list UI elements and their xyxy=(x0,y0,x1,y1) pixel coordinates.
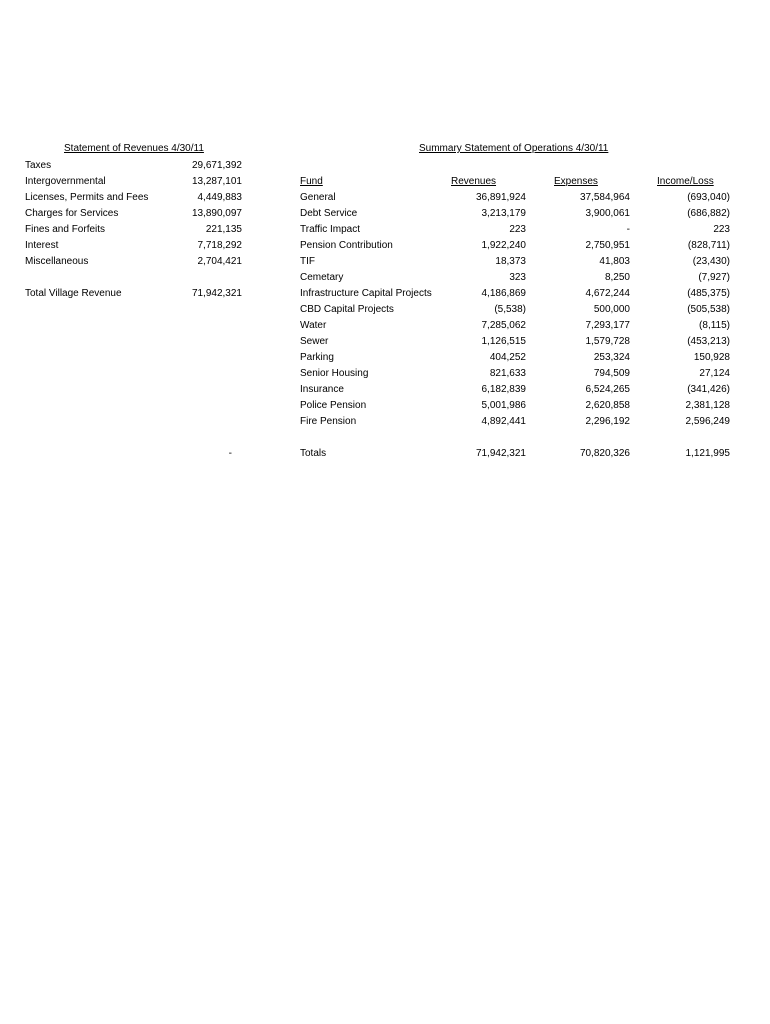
fund-income-loss: (693,040) xyxy=(687,192,730,203)
header-expenses: Expenses xyxy=(554,176,598,187)
revenue-label: Interest xyxy=(25,240,59,251)
fund-expenses: 7,293,177 xyxy=(585,320,630,331)
fund-expenses: 4,672,244 xyxy=(585,288,630,299)
fund-revenues: 223 xyxy=(509,224,526,235)
fund-name: CBD Capital Projects xyxy=(300,304,394,315)
revenue-label: Fines and Forfeits xyxy=(25,224,106,235)
revenue-value: 13,287,101 xyxy=(191,176,242,187)
fund-name: Debt Service xyxy=(300,208,358,219)
revenue-label: Charges for Services xyxy=(25,208,119,219)
revenue-value: 2,704,421 xyxy=(197,256,242,267)
fund-income-loss: (7,927) xyxy=(698,272,730,283)
header-income-loss: Income/Loss xyxy=(657,176,714,187)
fund-revenues: 404,252 xyxy=(489,352,526,363)
fund-name: General xyxy=(300,192,336,203)
fund-income-loss: (23,430) xyxy=(692,256,730,267)
revenue-label: Taxes xyxy=(25,160,52,171)
revenue-value: 13,890,097 xyxy=(191,208,242,219)
fund-income-loss: (828,711) xyxy=(687,240,730,251)
revenue-label: Licenses, Permits and Fees xyxy=(25,192,149,203)
fund-income-loss: 2,596,249 xyxy=(685,416,730,427)
fund-revenues: 1,126,515 xyxy=(481,336,526,347)
fund-expenses: 1,579,728 xyxy=(585,336,630,347)
revenues-total-label: Total Village Revenue xyxy=(25,288,122,299)
revenues-title: Statement of Revenues 4/30/11 xyxy=(64,143,204,154)
fund-income-loss: (505,538) xyxy=(687,304,730,315)
fund-row xyxy=(0,222,770,238)
fund-revenues: 36,891,924 xyxy=(475,192,526,203)
fund-revenues: 18,373 xyxy=(495,256,526,267)
revenues-total-value: 71,942,321 xyxy=(191,288,242,299)
fund-expenses: 6,524,265 xyxy=(585,384,630,395)
fund-income-loss: (341,426) xyxy=(687,384,730,395)
fund-expenses: 2,620,858 xyxy=(585,400,630,411)
fund-expenses: 500,000 xyxy=(593,304,630,315)
fund-row xyxy=(0,254,770,270)
fund-income-loss: (8,115) xyxy=(699,320,730,331)
fund-name: Insurance xyxy=(300,384,344,395)
totals-expenses: 70,820,326 xyxy=(579,448,630,459)
fund-name: Senior Housing xyxy=(300,368,369,379)
revenue-row xyxy=(0,158,242,174)
fund-row xyxy=(0,190,770,206)
fund-revenues: 4,186,869 xyxy=(481,288,526,299)
fund-income-loss: 223 xyxy=(713,224,730,235)
fund-revenues: 821,633 xyxy=(489,368,526,379)
fund-expenses: 2,296,192 xyxy=(585,416,630,427)
fund-income-loss: (453,213) xyxy=(687,336,730,347)
fund-row xyxy=(0,318,770,334)
fund-row xyxy=(0,350,770,366)
operations-title: Summary Statement of Operations 4/30/11 xyxy=(419,143,609,154)
revenue-value: 4,449,883 xyxy=(197,192,242,203)
fund-row xyxy=(0,206,770,222)
fund-name: Parking xyxy=(300,352,334,363)
fund-row xyxy=(0,238,770,254)
totals-revenues: 71,942,321 xyxy=(475,448,526,459)
revenue-value: 29,671,392 xyxy=(191,160,242,171)
revenue-value: 221,135 xyxy=(205,224,242,235)
fund-revenues: 4,892,441 xyxy=(481,416,526,427)
fund-income-loss: 150,928 xyxy=(693,352,730,363)
header-fund: Fund xyxy=(300,176,323,187)
fund-expenses: 41,803 xyxy=(599,256,630,267)
fund-name: Pension Contribution xyxy=(300,240,393,251)
fund-row xyxy=(0,382,770,398)
fund-name: TIF xyxy=(300,256,315,267)
fund-expenses: 8,250 xyxy=(604,272,630,283)
fund-row xyxy=(0,366,770,382)
fund-row xyxy=(0,270,770,286)
fund-revenues: 5,001,986 xyxy=(481,400,526,411)
fund-revenues: 323 xyxy=(509,272,526,283)
fund-expenses: - xyxy=(626,224,630,235)
fund-row xyxy=(0,414,770,430)
fund-name: Infrastructure Capital Projects xyxy=(300,288,432,299)
fund-income-loss: 27,124 xyxy=(699,368,730,379)
revenues-dash: - xyxy=(228,448,232,459)
fund-name: Police Pension xyxy=(300,400,367,411)
operations-header-row xyxy=(0,174,770,190)
fund-revenues: 3,213,179 xyxy=(481,208,526,219)
fund-income-loss: (485,375) xyxy=(687,288,730,299)
fund-expenses: 253,324 xyxy=(593,352,630,363)
fund-expenses: 3,900,061 xyxy=(585,208,630,219)
fund-row xyxy=(0,334,770,350)
fund-row xyxy=(0,398,770,414)
fund-expenses: 2,750,951 xyxy=(585,240,630,251)
fund-expenses: 37,584,964 xyxy=(579,192,630,203)
fund-expenses: 794,509 xyxy=(593,368,630,379)
header-revenues: Revenues xyxy=(451,176,497,187)
revenue-label: Miscellaneous xyxy=(25,256,89,267)
fund-name: Traffic Impact xyxy=(300,224,361,235)
totals-income-loss: 1,121,995 xyxy=(685,448,730,459)
fund-revenues: 6,182,839 xyxy=(481,384,526,395)
fund-revenues: (5,538) xyxy=(494,304,526,315)
revenue-value: 7,718,292 xyxy=(197,240,242,251)
totals-label: Totals xyxy=(300,448,327,459)
fund-name: Sewer xyxy=(300,336,329,347)
revenue-label: Intergovernmental xyxy=(25,176,106,187)
fund-name: Fire Pension xyxy=(300,416,357,427)
fund-revenues: 7,285,062 xyxy=(481,320,526,331)
fund-name: Cemetary xyxy=(300,272,344,283)
fund-row xyxy=(0,286,770,302)
fund-name: Water xyxy=(300,320,327,331)
fund-row xyxy=(0,302,770,318)
fund-income-loss: (686,882) xyxy=(687,208,730,219)
fund-revenues: 1,922,240 xyxy=(481,240,526,251)
operations-totals-row xyxy=(0,446,770,462)
fund-income-loss: 2,381,128 xyxy=(685,400,730,411)
